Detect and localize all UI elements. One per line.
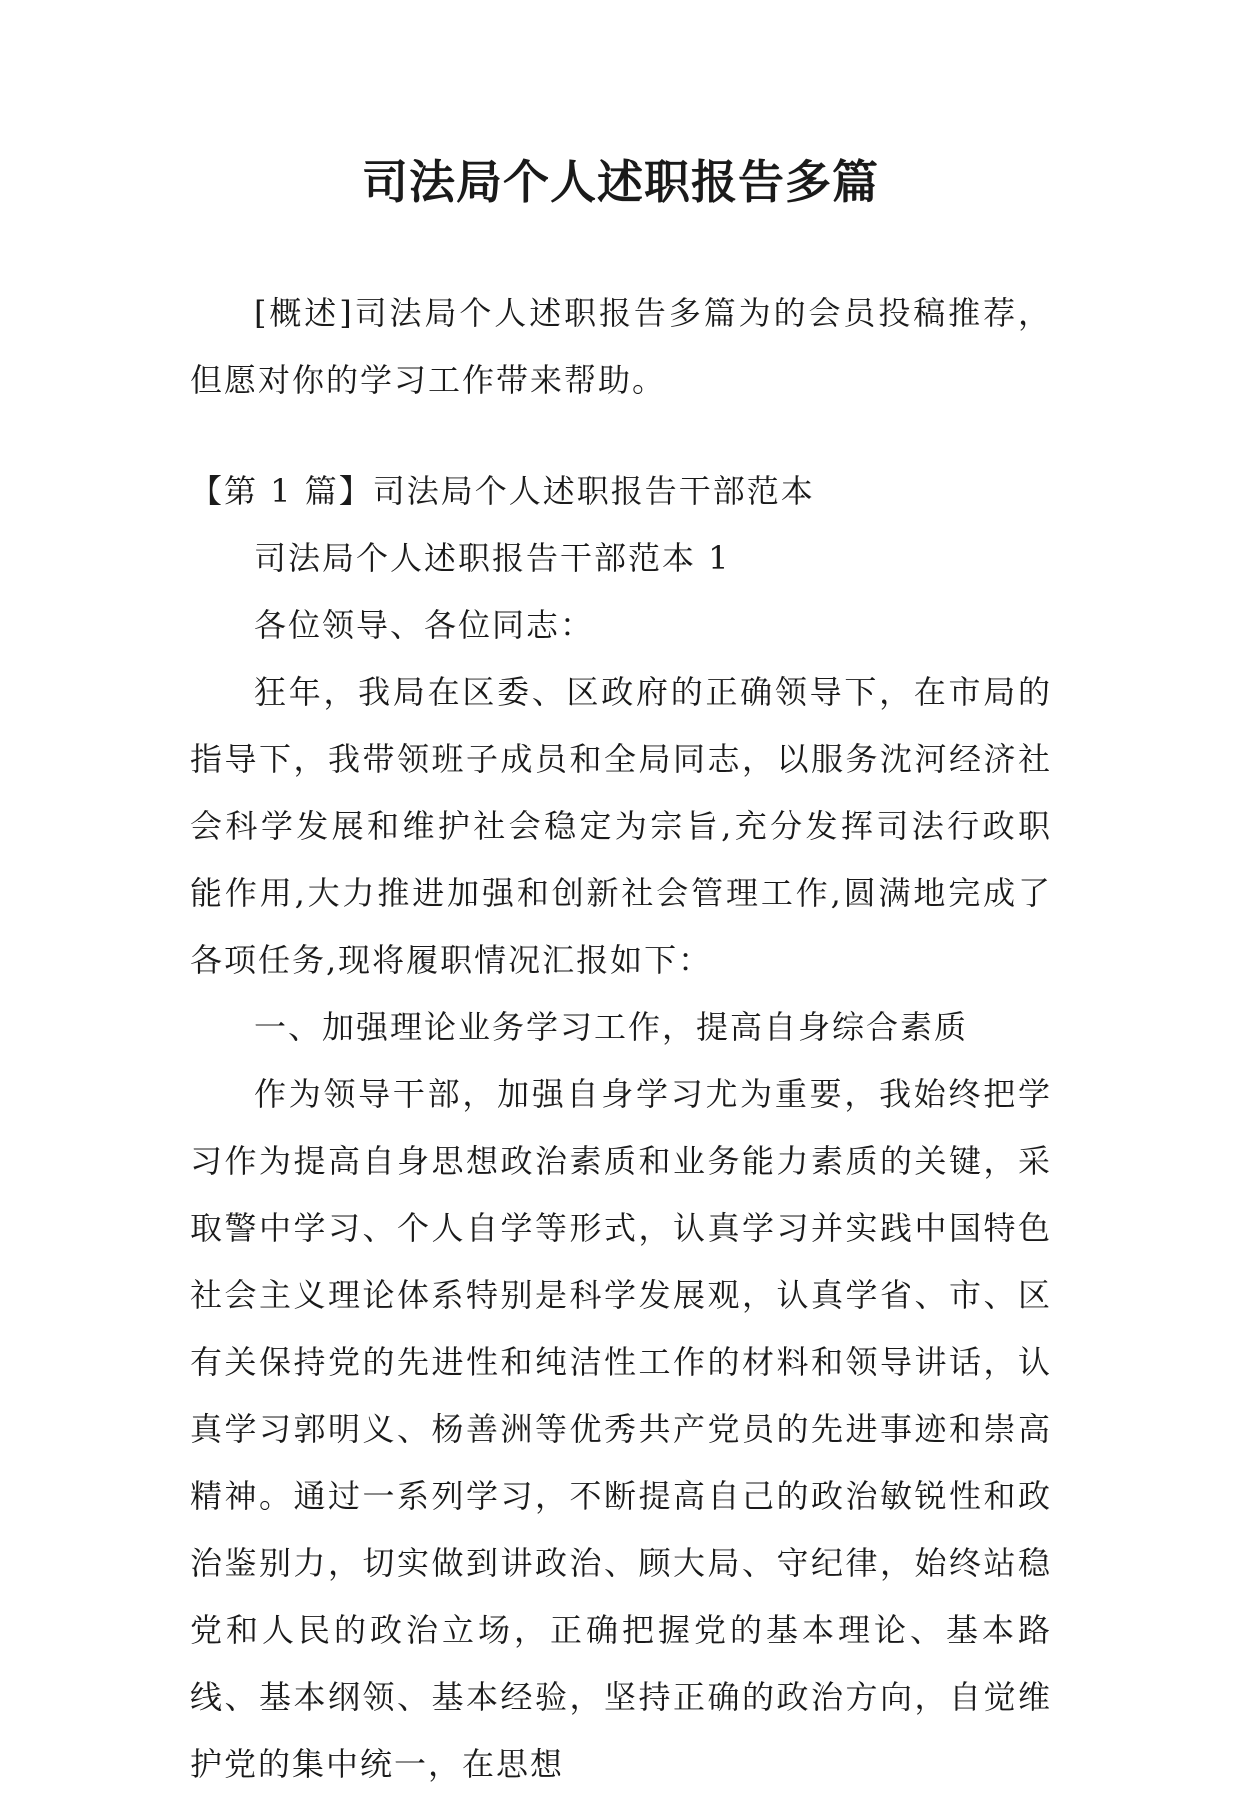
subheading: 司法局个人述职报告干部范本 1 (254, 539, 731, 577)
abstract-block (190, 280, 1052, 414)
body-text (190, 458, 1052, 1798)
paragraph-1: 狂年，我局在区委、区政府的正确领导下，在市局的指导下，我带领班子成员和全局同志，以服务沈河经济社会科学发展和维护社会稳定为宗旨,充分发挥司法行政职能作用,大力推进加强和创新社会管理工作,圆满地完成了各项任务,现将履职情况汇报如下： (190, 673, 1052, 979)
document-title: 司法局个人述职报告多篇 (362, 155, 879, 209)
abstract-paragraph: [概述]司法局个人述职报告多篇为的会员投稿推荐，但愿对你的学习工作带来帮助。 (190, 294, 1052, 399)
point-1-heading: 一、加强理论业务学习工作，提高自身综合素质 (254, 1008, 969, 1046)
salutation: 各位领导、各位同志： (254, 606, 595, 644)
section-heading: 【第 1 篇】司法局个人述职报告干部范本 (190, 472, 815, 510)
paragraph-2: 作为领导干部，加强自身学习尤为重要，我始终把学习作为提高自身思想政治素质和业务能力素质的关键，采取警中学习、个人自学等形式，认真学习并实践中国特色社会主义理论体系特别是科学发展观，认真学省、市、区有关保持党的先进性和纯洁性工作的材料和领导讲话，认真学习郭明义、杨善洲等优秀共产党员的先进事迹和崇高精神。通过一系列学习，不断提高自己的政治敏锐性和政治鉴别力，切实做到讲政治、顾大局、守纪律，始终站稳党和人民的政治立场，正确把握党的基本理论、基本路线、基本纲领、基本经验，坚持正确的政治方向，自觉维护党的集中统一，在思想 (190, 1075, 1052, 1783)
